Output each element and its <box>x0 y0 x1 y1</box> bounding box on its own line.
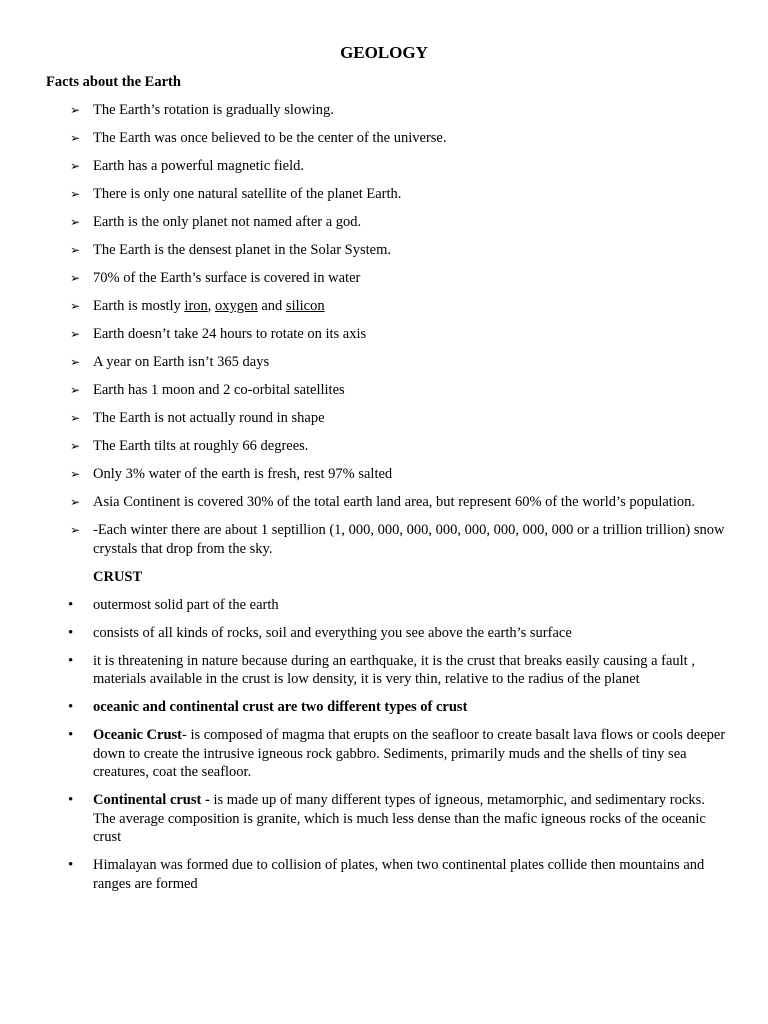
fact-text: Earth is mostly <box>93 298 185 314</box>
crust-point: • it is threatening in nature because during an earthquake, it is the crust that breaks easily causing a fault , materials available in the crust is low density, it is very thin, relative to the radius of the planet <box>0 652 768 689</box>
fact-item: ➢ The Earth is the densest planet in the Solar System. <box>0 241 768 260</box>
fact-item-composition <box>0 297 768 316</box>
continental-crust-term: Continental crust - <box>93 792 210 808</box>
fact-item: ➢ Only 3% water of the earth is fresh, rest 97% salted <box>0 465 768 484</box>
page-title: GEOLOGY <box>340 43 428 62</box>
silicon-link[interactable]: silicon <box>285 298 325 314</box>
fact-item: ➢ Earth has 1 moon and 2 co-orbital satellites <box>0 381 768 400</box>
fact-item: ➢ Earth has a powerful magnetic field. <box>0 157 768 176</box>
crust-point: • consists of all kinds of rocks, soil and everything you see above the earth’s surface <box>0 624 768 643</box>
crust-heading: CRUST <box>93 568 143 585</box>
fact-item: ➢ Earth doesn’t take 24 hours to rotate on its axis <box>0 325 768 344</box>
fact-item: ➢ A year on Earth isn’t 365 days <box>0 353 768 372</box>
crust-list <box>0 596 768 894</box>
facts-heading: Facts about the Earth <box>46 74 181 90</box>
iron-link[interactable]: iron <box>184 298 208 314</box>
fact-item: ➢ The Earth tilts at roughly 66 degrees. <box>0 437 768 456</box>
crust-point: • outermost solid part of the earth <box>0 596 768 615</box>
crust-types-text: oceanic and continental crust are two different types of crust <box>93 699 468 715</box>
oceanic-crust-term: Oceanic Crust <box>93 727 182 743</box>
fact-item: ➢ -Each winter there are about 1 septillion (1, 000, 000, 000, 000, 000, 000, 000, 000 or a trillion trillion) snow crystals that drop from the sky. <box>0 521 768 558</box>
continental-crust-text: is made up of many different types of igneous, metamorphic, and sedimentary rocks. The average composition is granite, which is much less dense than the mafic igneous rocks of the oceanic crust <box>93 792 706 845</box>
facts-list <box>0 101 768 558</box>
fact-item: ➢ The Earth’s rotation is gradually slowing. <box>0 101 768 120</box>
separator-text: and <box>257 298 286 314</box>
oceanic-crust-text: - is composed of magma that erupts on the seafloor to create basalt lava flows or cools deeper down to create the intrusive igneous rock gabbro. Sediments, primarily muds and the shells of tiny sea creatures, coat the seafloor. <box>93 727 726 780</box>
oxygen-link[interactable]: oxygen <box>215 298 258 314</box>
fact-item: ➢ The Earth was once believed to be the center of the universe. <box>0 129 768 148</box>
fact-item: ➢ Asia Continent is covered 30% of the total earth land area, but represent 60% of the world’s population. <box>0 493 768 512</box>
fact-item: ➢ Earth is the only planet not named after a god. <box>0 213 768 232</box>
crust-point: • Himalayan was formed due to collision of plates, when two continental plates collide then mountains and ranges are formed <box>0 856 768 893</box>
separator-text: , <box>207 298 216 314</box>
fact-item: ➢ There is only one natural satellite of the planet Earth. <box>0 185 768 204</box>
crust-point-continental <box>0 791 768 847</box>
crust-point-bold <box>0 698 768 717</box>
fact-item: ➢ The Earth is not actually round in shape <box>0 409 768 428</box>
fact-item: ➢ 70% of the Earth’s surface is covered in water <box>0 269 768 288</box>
crust-point-oceanic <box>0 726 768 782</box>
